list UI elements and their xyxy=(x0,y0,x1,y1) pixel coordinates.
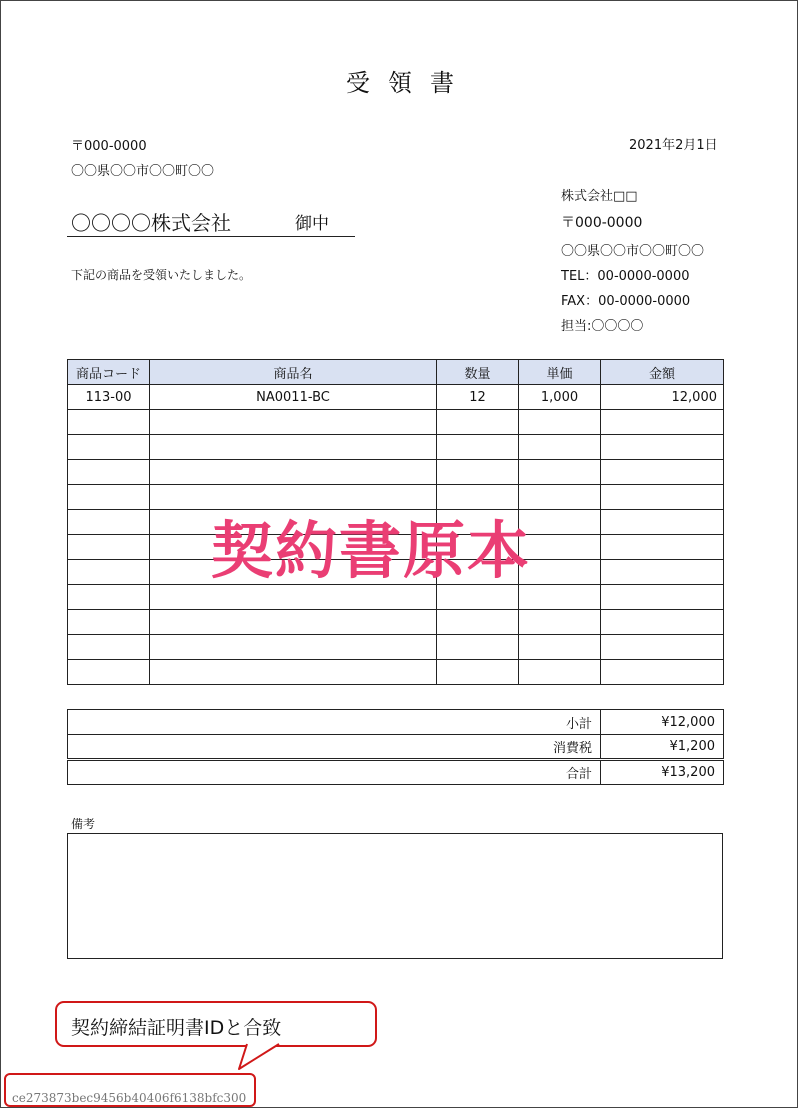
cell-code xyxy=(68,585,150,610)
total-label: 合計 xyxy=(68,760,601,785)
cell-product-name xyxy=(150,635,437,660)
subtotal-row xyxy=(68,710,724,735)
remarks-label: 備考 xyxy=(71,817,96,831)
id-match-callout xyxy=(55,1001,377,1047)
cell-amount: 12,000 xyxy=(601,385,724,410)
cell-amount xyxy=(601,435,724,460)
cell-amount xyxy=(601,485,724,510)
table-header-row xyxy=(68,360,724,385)
header-code: 商品コード xyxy=(68,360,150,385)
header-product-name: 商品名 xyxy=(150,360,437,385)
issue-date: 2021年2月1日 xyxy=(629,138,718,153)
cell-unit-price xyxy=(519,635,601,660)
recipient-honorific: 御中 xyxy=(295,214,329,234)
cell-code xyxy=(68,435,150,460)
cell-amount xyxy=(601,610,724,635)
cell-product-name: NA0011-BC xyxy=(150,385,437,410)
cell-quantity xyxy=(437,610,519,635)
cell-code xyxy=(68,610,150,635)
callout-pointer-icon xyxy=(237,1043,287,1071)
table-row xyxy=(68,385,724,410)
issuer-address: 〇〇県〇〇市〇〇町〇〇 xyxy=(561,244,705,259)
cell-product-name xyxy=(150,660,437,685)
cell-product-name xyxy=(150,410,437,435)
header-amount: 金額 xyxy=(601,360,724,385)
issuer-postal: 〒000-0000 xyxy=(561,215,643,231)
total-value: ¥13,200 xyxy=(601,760,724,785)
issuer-tel: TEL：00-0000-0000 xyxy=(561,269,690,284)
recipient-name-line xyxy=(67,205,355,237)
intro-text: 下記の商品を受領いたしました。 xyxy=(71,268,252,282)
cell-product-name xyxy=(150,460,437,485)
cell-code: 113-00 xyxy=(68,385,150,410)
cell-code xyxy=(68,460,150,485)
cell-unit-price xyxy=(519,410,601,435)
table-row xyxy=(68,660,724,685)
cell-unit-price xyxy=(519,610,601,635)
cell-quantity xyxy=(437,435,519,460)
cell-unit-price xyxy=(519,660,601,685)
contract-id-box xyxy=(4,1073,256,1107)
table-row xyxy=(68,635,724,660)
cell-quantity xyxy=(437,410,519,435)
cell-unit-price: 1,000 xyxy=(519,385,601,410)
header-unit-price: 単価 xyxy=(519,360,601,385)
cell-code xyxy=(68,535,150,560)
callout-text: 契約締結証明書IDと合致 xyxy=(71,1017,282,1039)
cell-code xyxy=(68,485,150,510)
tax-row xyxy=(68,735,724,760)
tax-value: ¥1,200 xyxy=(601,735,724,760)
cell-code xyxy=(68,410,150,435)
table-row xyxy=(68,460,724,485)
cell-quantity xyxy=(437,460,519,485)
subtotal-label: 小計 xyxy=(68,710,601,735)
total-row xyxy=(68,760,724,785)
cell-quantity xyxy=(437,660,519,685)
cell-amount xyxy=(601,460,724,485)
recipient-address: 〇〇県〇〇市〇〇町〇〇 xyxy=(71,164,215,179)
original-contract-stamp: 契約書原本 xyxy=(211,514,532,587)
cell-unit-price xyxy=(519,435,601,460)
cell-code xyxy=(68,560,150,585)
header-quantity: 数量 xyxy=(437,360,519,385)
table-row xyxy=(68,610,724,635)
cell-unit-price xyxy=(519,460,601,485)
cell-product-name xyxy=(150,610,437,635)
cell-amount xyxy=(601,535,724,560)
table-row xyxy=(68,410,724,435)
recipient-postal: 〒000-0000 xyxy=(71,139,147,154)
cell-code xyxy=(68,660,150,685)
cell-code xyxy=(68,635,150,660)
issuer-fax: FAX：00-0000-0000 xyxy=(561,294,691,309)
remarks-box xyxy=(67,833,723,959)
subtotal-value: ¥12,000 xyxy=(601,710,724,735)
cell-product-name xyxy=(150,435,437,460)
cell-amount xyxy=(601,510,724,535)
cell-amount xyxy=(601,585,724,610)
cell-amount xyxy=(601,660,724,685)
recipient-company: 〇〇〇〇株式会社 xyxy=(71,211,231,235)
cell-code xyxy=(68,510,150,535)
totals-table xyxy=(67,709,724,785)
cell-amount xyxy=(601,560,724,585)
cell-amount xyxy=(601,635,724,660)
cell-quantity: 12 xyxy=(437,385,519,410)
cell-quantity xyxy=(437,635,519,660)
table-row xyxy=(68,435,724,460)
document-title: 受領書 xyxy=(346,69,472,97)
contract-id: ce273873bec9456b40406f6138bfc300 xyxy=(12,1091,247,1105)
issuer-company: 株式会社□□ xyxy=(561,189,638,204)
tax-label: 消費税 xyxy=(68,735,601,760)
issuer-contact: 担当:〇〇〇〇 xyxy=(561,319,644,334)
cell-amount xyxy=(601,410,724,435)
